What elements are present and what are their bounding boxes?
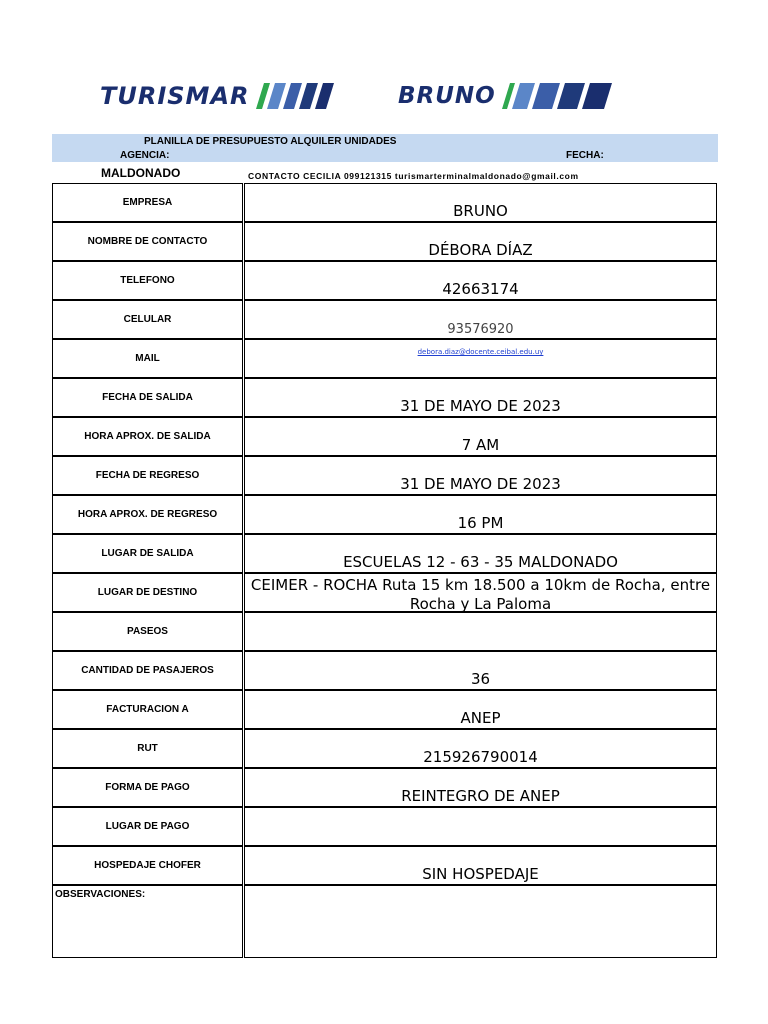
turismar-stripes-icon <box>256 83 334 109</box>
observaciones-value <box>244 885 717 958</box>
telefono-label: TELEFONO <box>52 261 243 300</box>
agencia-value: MALDONADO <box>101 166 181 180</box>
lugar-pago-label: LUGAR DE PAGO <box>52 807 243 846</box>
celular-label: CELULAR <box>52 300 243 339</box>
agencia-label: AGENCIA: <box>120 150 170 161</box>
lugar-salida-label: LUGAR DE SALIDA <box>52 534 243 573</box>
hora-regreso-value: 16 PM <box>244 495 717 534</box>
celular-value: 93576920 <box>244 300 717 339</box>
fecha-salida-value: 31 DE MAYO DE 2023 <box>244 378 717 417</box>
turismar-logo-text: TURISMAR <box>100 82 250 110</box>
telefono-value: 42663174 <box>244 261 717 300</box>
contacto-label: NOMBRE DE CONTACTO <box>52 222 243 261</box>
empresa-value: BRUNO <box>244 183 717 222</box>
observaciones-label: OBSERVACIONES: <box>52 885 243 958</box>
contact-info: CONTACTO CECILIA 099121315 turismarterminalmaldonado@gmail.com <box>248 171 579 181</box>
form-title: PLANILLA DE PRESUPUESTO ALQUILER UNIDADES <box>144 136 397 147</box>
hospedaje-value: SIN HOSPEDAJE <box>244 846 717 885</box>
hora-salida-label: HORA APROX. DE SALIDA <box>52 417 243 456</box>
rut-label: RUT <box>52 729 243 768</box>
pasajeros-label: CANTIDAD DE PASAJEROS <box>52 651 243 690</box>
lugar-pago-value <box>244 807 717 846</box>
bruno-stripes-icon <box>502 83 612 109</box>
hora-regreso-label: HORA APROX. DE REGRESO <box>52 495 243 534</box>
paseos-label: PASEOS <box>52 612 243 651</box>
bruno-logo <box>398 80 612 112</box>
rut-value: 215926790014 <box>244 729 717 768</box>
lugar-destino-value: CEIMER - ROCHA Ruta 15 km 18.500 a 10km de Rocha, entre Rocha y La Paloma <box>244 573 717 612</box>
facturacion-label: FACTURACION A <box>52 690 243 729</box>
paseos-value <box>244 612 717 651</box>
pasajeros-value: 36 <box>244 651 717 690</box>
empresa-label: EMPRESA <box>52 183 243 222</box>
hospedaje-label: HOSPEDAJE CHOFER <box>52 846 243 885</box>
turismar-logo <box>100 80 334 112</box>
bruno-logo-text: BRUNO <box>398 83 496 109</box>
mail-label: MAIL <box>52 339 243 378</box>
lugar-destino-label: LUGAR DE DESTINO <box>52 573 243 612</box>
fecha-regreso-value: 31 DE MAYO DE 2023 <box>244 456 717 495</box>
fecha-regreso-label: FECHA DE REGRESO <box>52 456 243 495</box>
fecha-salida-label: FECHA DE SALIDA <box>52 378 243 417</box>
mail-link[interactable]: debora.diaz@docente.ceibal.edu.uy <box>244 339 717 378</box>
forma-pago-label: FORMA DE PAGO <box>52 768 243 807</box>
forma-pago-value: REINTEGRO DE ANEP <box>244 768 717 807</box>
fecha-label: FECHA: <box>566 150 604 161</box>
facturacion-value: ANEP <box>244 690 717 729</box>
budget-form <box>52 183 717 958</box>
hora-salida-value: 7 AM <box>244 417 717 456</box>
contacto-value: DÉBORA DÍAZ <box>244 222 717 261</box>
lugar-salida-value: ESCUELAS 12 - 63 - 35 MALDONADO <box>244 534 717 573</box>
